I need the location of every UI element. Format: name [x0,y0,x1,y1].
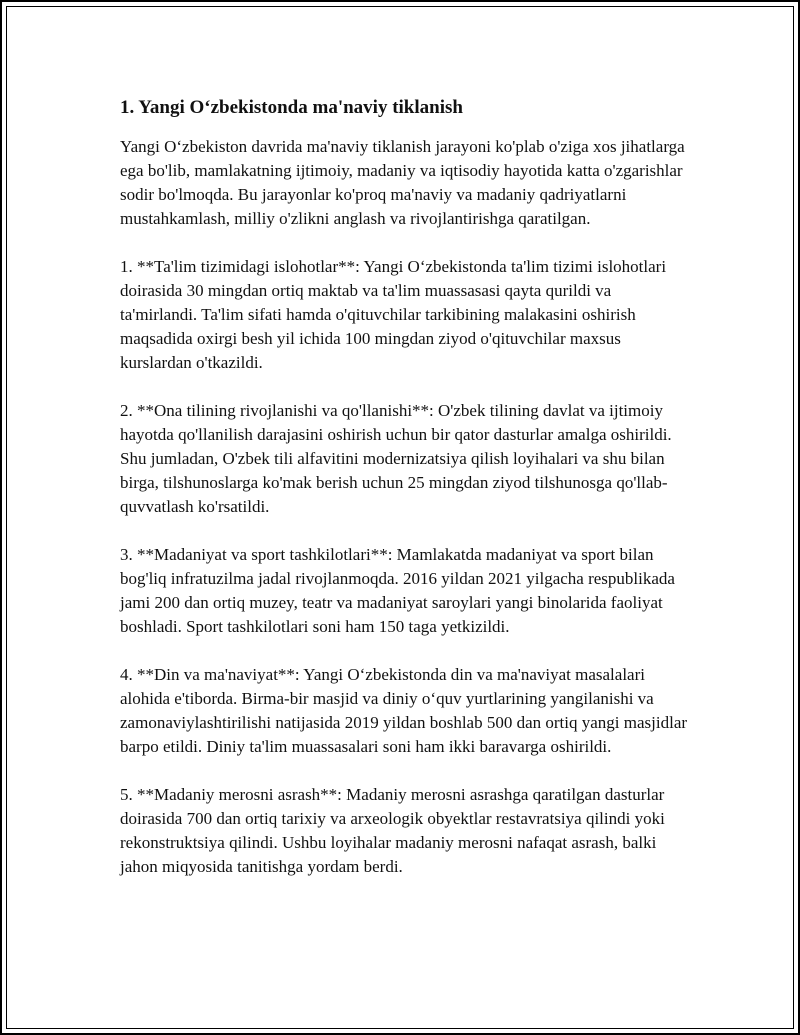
document-title: 1. Yangi O‘zbekistonda ma'naviy tiklanish [120,97,463,118]
section-heritage-paragraph: 5. **Madaniy merosni asrash**: Madaniy merosni asrashga qaratilgan dasturlar doirasida 700 dan ortiq tarixiy va arxeologik obyektlar restavratsiya qilindi yoki rekonstruktsiya qilindi. Ushbu loyihalar madaniy merosni nafaqat asrash, balki jahon miqyosida tanitishga yordam berdi. [120,785,665,876]
section-religion-paragraph: 4. **Din va ma'naviyat**: Yangi O‘zbekistonda din va ma'naviyat masalalari alohida e'tiborda. Birma-bir masjid va diniy o‘quv yurtlarining yangilanishi va zamonaviylashtirilishi natijasida 2019 yildan boshlab 500 dan ortiq yangi masjidlar barpo etildi. Diniy ta'lim muassasalari soni ham ikki baravarga oshirildi. [120,665,688,756]
section-language-paragraph: 2. **Ona tilining rivojlanishi va qo'llanishi**: O'zbek tilining davlat va ijtimoiy hayotda qo'llanilish darajasini oshirish uchun bir qator dasturlar amalga oshirildi. Shu jumladan, O'zbek tili alfavitini modernizatsiya qilish loyihalari va shu bilan birga, tilshunoslarga ko'mak berish uchun 25 mingdan ziyod tilshunosga qo'llab-quvvatlash ko'rsatildi. [120,401,672,516]
section-culture-sport-paragraph: 3. **Madaniyat va sport tashkilotlari**: Mamlakatda madaniyat va sport bilan bog'liq infratuzilma jadal rivojlanmoqda. 2016 yildan 2021 yilgacha respublikada jami 200 dan ortiq muzey, teatr va madaniyat saroylari yangi binolarida faoliyat boshladi. Sport tashkilotlari soni ham 150 taga yetkizildi. [120,545,675,636]
intro-paragraph: Yangi O‘zbekiston davrida ma'naviy tiklanish jarayoni ko'plab o'ziga xos jihatlarga ega bo'lib, mamlakatning ijtimoiy, madaniy va iqtisodiy hayotida katta o'zgarishlar sodir bo'lmoqda. Bu jarayonlar ko'proq ma'naviy va madaniy qadriyatlarni mustahkamlash, milliy o'zlikni anglash va rivojlantirishga qaratilgan. [120,137,685,228]
section-education-paragraph: 1. **Ta'lim tizimidagi islohotlar**: Yangi O‘zbekistonda ta'lim tizimi islohotlari doirasida 30 mingdan ortiq maktab va ta'lim muassasasi qayta qurildi va ta'mirlandi. Ta'lim sifati hamda o'qituvchilar tarkibining malakasini oshirish maqsadida oxirgi besh yil ichida 100 mingdan ziyod o'qituvchilar maxsus kurslardan o'tkazildi. [120,257,667,372]
document-content [120,95,690,903]
